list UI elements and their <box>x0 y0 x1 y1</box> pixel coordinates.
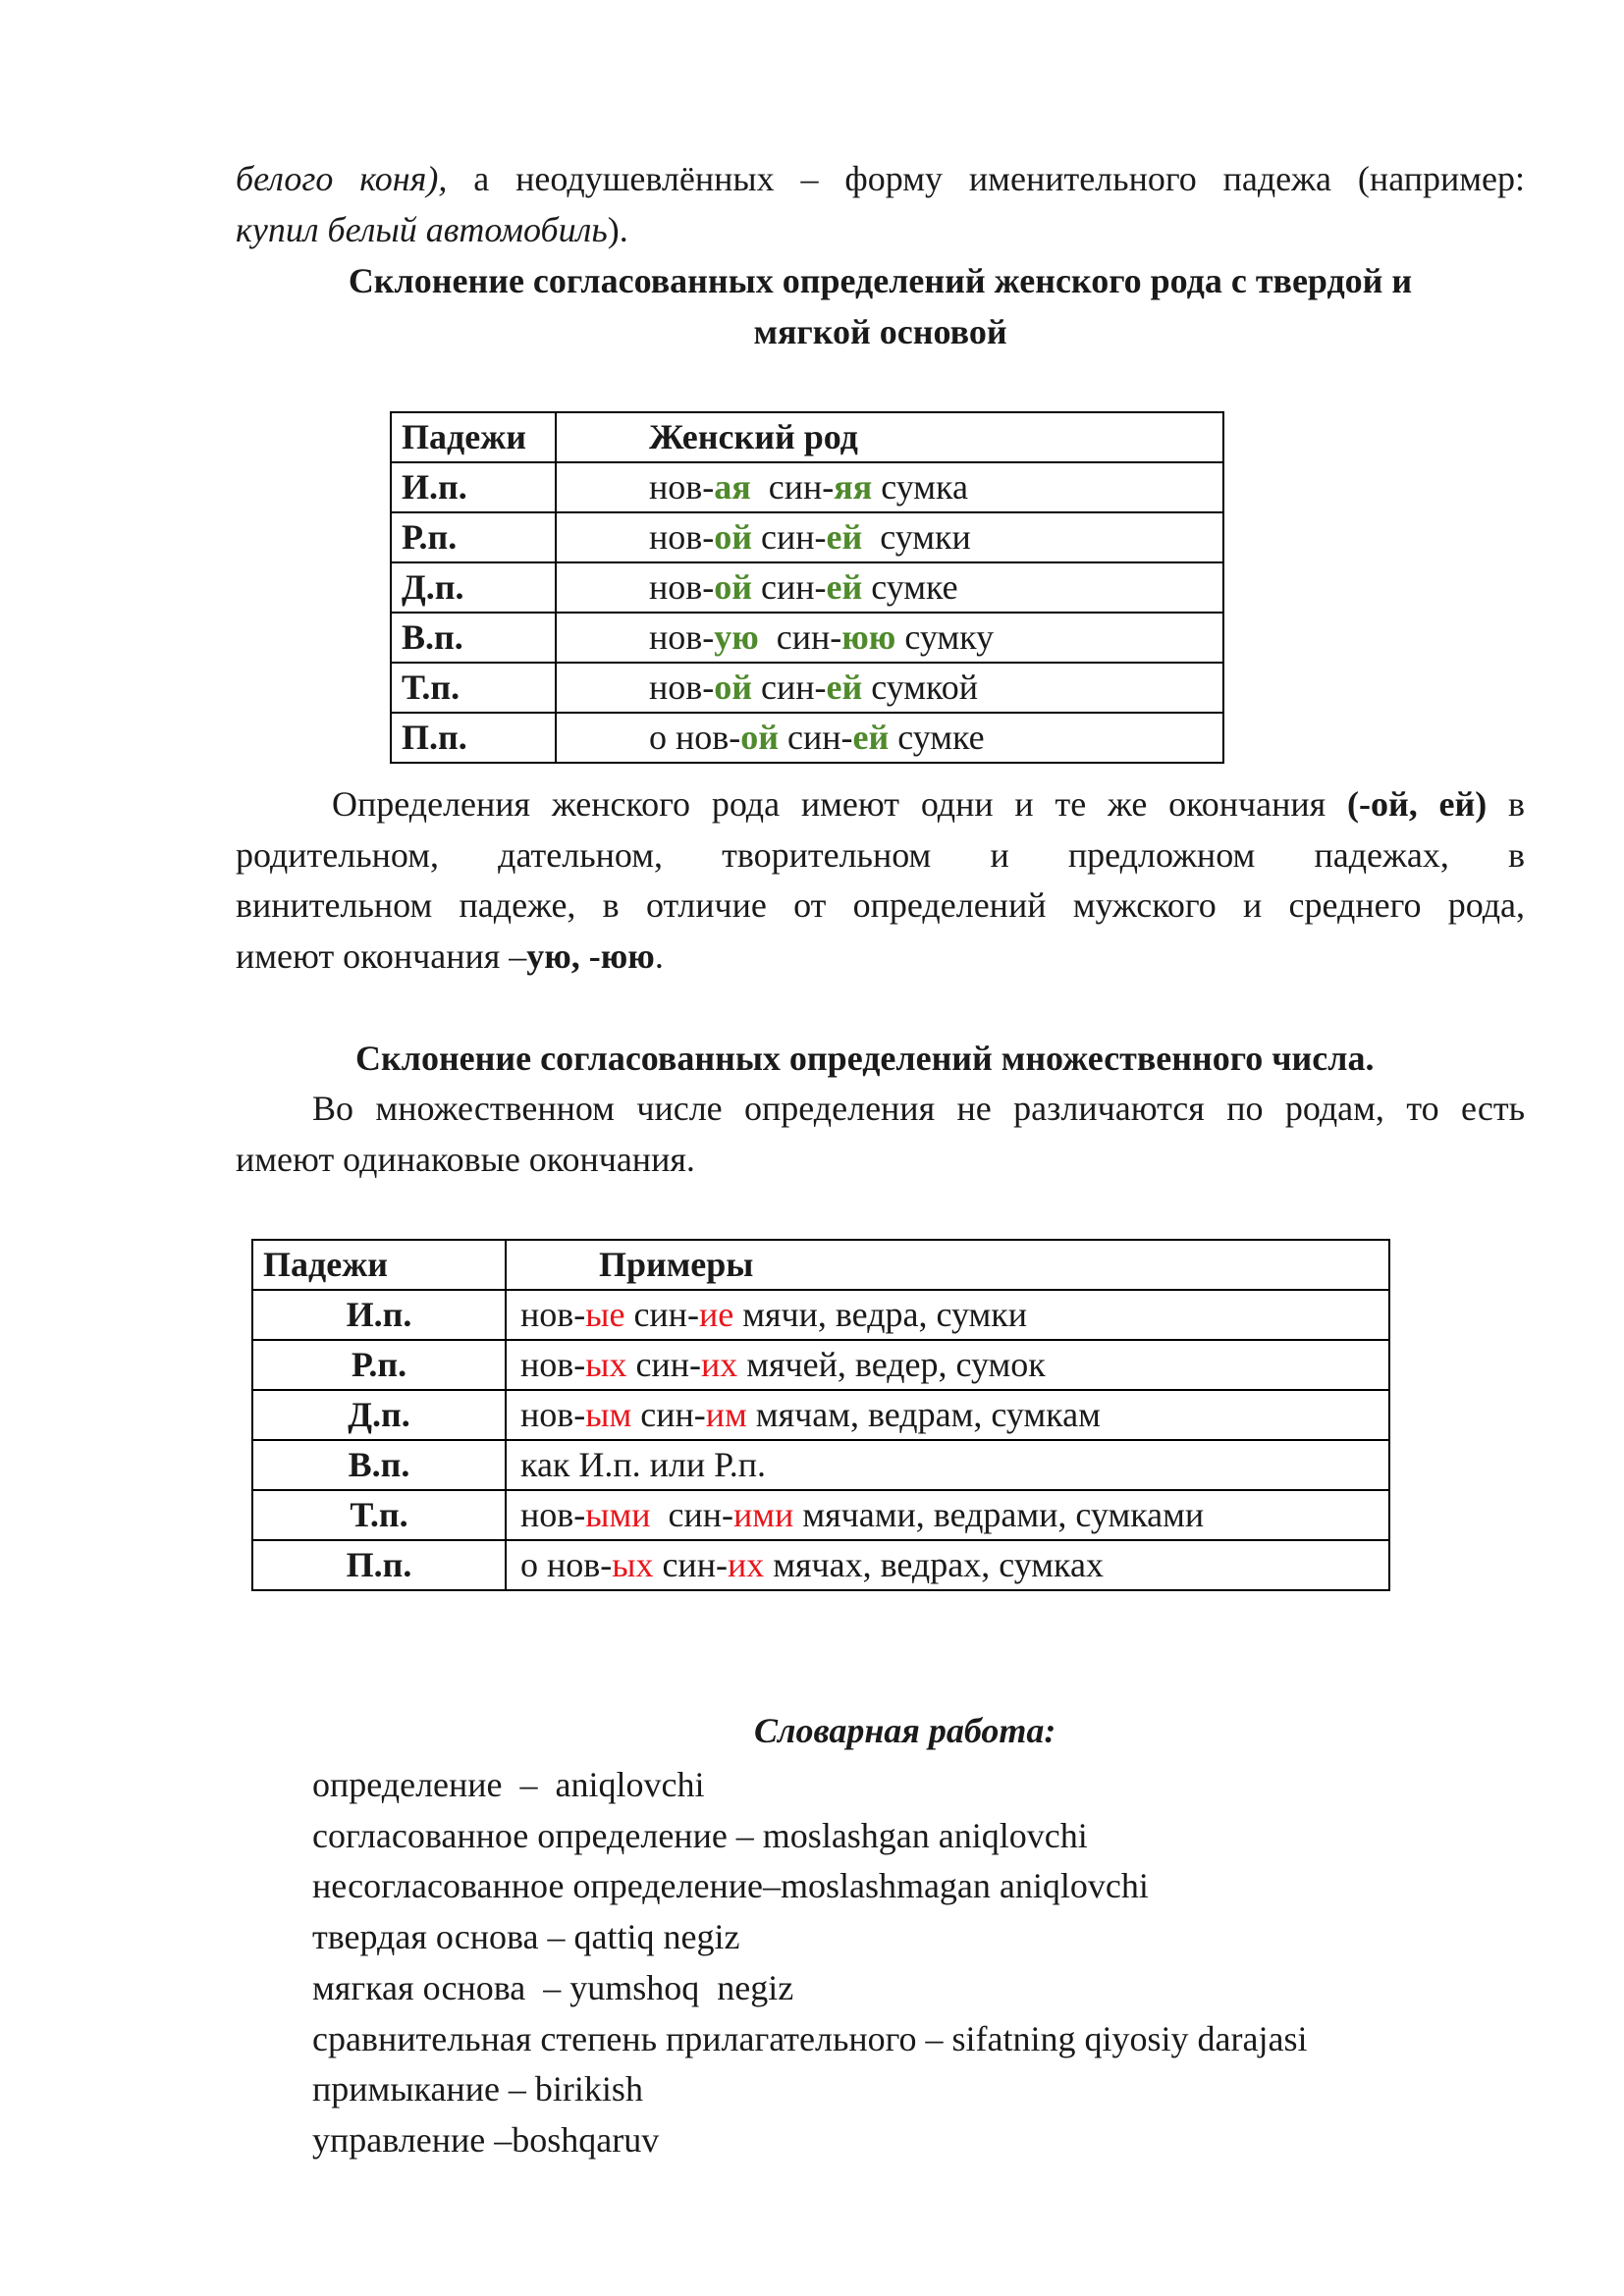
vocab-list <box>312 1760 1307 2166</box>
example-cell <box>556 663 1223 713</box>
intro-line-1 <box>236 157 1525 200</box>
case-cell: И.п. <box>252 1290 506 1340</box>
vocab-item: твердая основа – qattiq negiz <box>312 1917 740 1957</box>
ending: ыми <box>585 1495 651 1534</box>
para1-l4-end: . <box>654 936 664 976</box>
para1-l4-endings: ую, -юю <box>526 936 655 976</box>
case-cell: Т.п. <box>391 663 556 713</box>
example-cell <box>506 1290 1389 1340</box>
ending: их <box>700 1345 738 1384</box>
table-row <box>391 713 1223 763</box>
intro-italic-2: купил белый автомобиль <box>236 210 608 249</box>
ending: ая <box>714 467 751 507</box>
ending: ых <box>612 1545 654 1584</box>
table-row <box>391 512 1223 562</box>
ending: им <box>705 1395 747 1434</box>
example-cell <box>556 713 1223 763</box>
intro-text-2: ). <box>607 210 628 249</box>
heading-plural: Склонение согласованных определений множественного числа. <box>355 1039 1375 1078</box>
word-part: син- <box>752 567 827 607</box>
intro-italic-1: белого коня), <box>236 159 448 198</box>
word-part: сумка <box>872 467 968 507</box>
header-female: Женский род <box>556 412 1223 462</box>
example-cell <box>506 1490 1389 1540</box>
table-row <box>252 1440 1389 1490</box>
intro-text-1: а неодушевлённых – форму именительного падежа (например: <box>447 159 1525 198</box>
example-cell <box>506 1440 1389 1490</box>
case-cell: П.п. <box>252 1540 506 1590</box>
plural-declension-table <box>251 1239 1390 1591</box>
example-cell <box>556 462 1223 512</box>
word-part: о нов- <box>520 1545 613 1584</box>
word-part: нов- <box>520 1495 586 1534</box>
table-header-row <box>391 412 1223 462</box>
case-cell: И.п. <box>391 462 556 512</box>
case-cell: П.п. <box>391 713 556 763</box>
table-row <box>252 1290 1389 1340</box>
table-row <box>391 462 1223 512</box>
case-cell: Т.п. <box>252 1490 506 1540</box>
ending: ей <box>852 718 890 757</box>
para1-text: Определения женского рода имеют одни и те же окончания <box>332 784 1347 824</box>
table-header-row <box>252 1240 1389 1290</box>
case-cell: Д.п. <box>391 562 556 613</box>
vocab-item: определение – aniqlovchi <box>312 1765 705 1804</box>
example-cell <box>556 613 1223 663</box>
ending: юю <box>841 617 896 657</box>
para1-end: в <box>1487 784 1525 824</box>
case-cell: Р.п. <box>252 1340 506 1390</box>
para1-line-3: винительном падеже, в отличие от определений мужского и среднего рода, <box>236 885 1525 925</box>
ending: ей <box>826 567 863 607</box>
word-part: сумке <box>862 567 958 607</box>
word-part: мячами, ведрами, сумками <box>793 1495 1205 1534</box>
word-part: нов- <box>520 1395 586 1434</box>
table-row <box>252 1490 1389 1540</box>
word-part: мячи, ведра, сумки <box>733 1295 1028 1334</box>
para2-line-1: Во множественном числе определения не различаются по родам, то есть <box>312 1089 1525 1128</box>
word-part: мячам, ведрам, сумкам <box>746 1395 1101 1434</box>
ending: ых <box>585 1345 627 1384</box>
header-cases: Падежи <box>252 1240 506 1290</box>
heading-female-line-1: Склонение согласованных определений женского рода с твердой и <box>348 261 1413 300</box>
case-cell: Д.п. <box>252 1390 506 1440</box>
para1-line-1 <box>332 782 1525 826</box>
word-part: нов- <box>520 1345 586 1384</box>
word-part: нов- <box>649 567 715 607</box>
para1-l4-text: имеют окончания – <box>236 936 527 976</box>
word-part: син- <box>750 467 835 507</box>
word-part: син- <box>752 517 827 557</box>
example-cell <box>506 1390 1389 1440</box>
heading-female-line-2: мягкой основой <box>753 312 1007 351</box>
intro-line-2 <box>236 208 628 251</box>
table-row <box>252 1540 1389 1590</box>
word-part: о нов- <box>649 718 741 757</box>
para1-line-4 <box>236 934 664 978</box>
ending: ую <box>714 617 759 657</box>
ending: их <box>727 1545 765 1584</box>
example-cell <box>556 512 1223 562</box>
example-cell <box>506 1340 1389 1390</box>
example-cell <box>506 1540 1389 1590</box>
case-cell: Р.п. <box>391 512 556 562</box>
word-part: как И.п. или Р.п. <box>520 1445 766 1484</box>
word-part: син- <box>752 667 827 707</box>
ending: ими <box>733 1495 794 1534</box>
word-part: син- <box>653 1545 728 1584</box>
para1-line-2: родительном, дательном, творительном и предложном падежах, в <box>236 835 1525 875</box>
header-examples: Примеры <box>506 1240 1389 1290</box>
ending: ой <box>714 517 753 557</box>
word-part: син- <box>779 718 853 757</box>
ending: ой <box>714 667 753 707</box>
case-cell: В.п. <box>391 613 556 663</box>
ending: ой <box>714 567 753 607</box>
word-part: син- <box>624 1295 699 1334</box>
table-row <box>391 613 1223 663</box>
table-row <box>252 1340 1389 1390</box>
vocab-item: примыкание – birikish <box>312 2069 643 2109</box>
case-cell: В.п. <box>252 1440 506 1490</box>
word-part: нов- <box>649 467 715 507</box>
vocab-title: Словарная работа: <box>754 1711 1056 1750</box>
word-part: сумке <box>889 718 985 757</box>
word-part: син- <box>631 1395 706 1434</box>
word-part: нов- <box>649 667 715 707</box>
table-row <box>252 1390 1389 1440</box>
word-part: мячах, ведрах, сумках <box>764 1545 1104 1584</box>
ending: ей <box>826 517 863 557</box>
word-part: сумку <box>895 617 995 657</box>
vocab-item: согласованное определение – moslashgan aniqlovchi <box>312 1815 1088 1855</box>
word-part: мячей, ведер, сумок <box>737 1345 1046 1384</box>
word-part: сумкой <box>862 667 978 707</box>
word-part: нов- <box>520 1295 586 1334</box>
word-part: сумки <box>862 517 971 557</box>
vocab-item: несогласованное определение–moslashmagan aniqlovchi <box>312 1866 1149 1906</box>
vocab-item: сравнительная степень прилагательного – sifatning qiyosiy darajasi <box>312 2018 1308 2058</box>
word-part: син- <box>650 1495 733 1534</box>
table-row <box>391 663 1223 713</box>
table-row <box>391 562 1223 613</box>
header-cases: Падежи <box>391 412 556 462</box>
ending: яя <box>834 467 873 507</box>
example-cell <box>556 562 1223 613</box>
word-part: син- <box>758 617 842 657</box>
vocab-item: мягкая основа – yumshoq negiz <box>312 1967 794 2007</box>
female-declension-table <box>390 411 1224 764</box>
ending: ей <box>826 667 863 707</box>
ending: ие <box>698 1295 734 1334</box>
vocab-item: управление –boshqaruv <box>312 2119 660 2160</box>
word-part: нов- <box>649 517 715 557</box>
ending: ые <box>585 1295 625 1334</box>
para2-line-2: имеют одинаковые окончания. <box>236 1140 695 1179</box>
para1-endings: (-ой, ей) <box>1347 784 1488 824</box>
ending: ой <box>740 718 780 757</box>
word-part: син- <box>626 1345 701 1384</box>
word-part: нов- <box>649 617 715 657</box>
ending: ым <box>585 1395 632 1434</box>
